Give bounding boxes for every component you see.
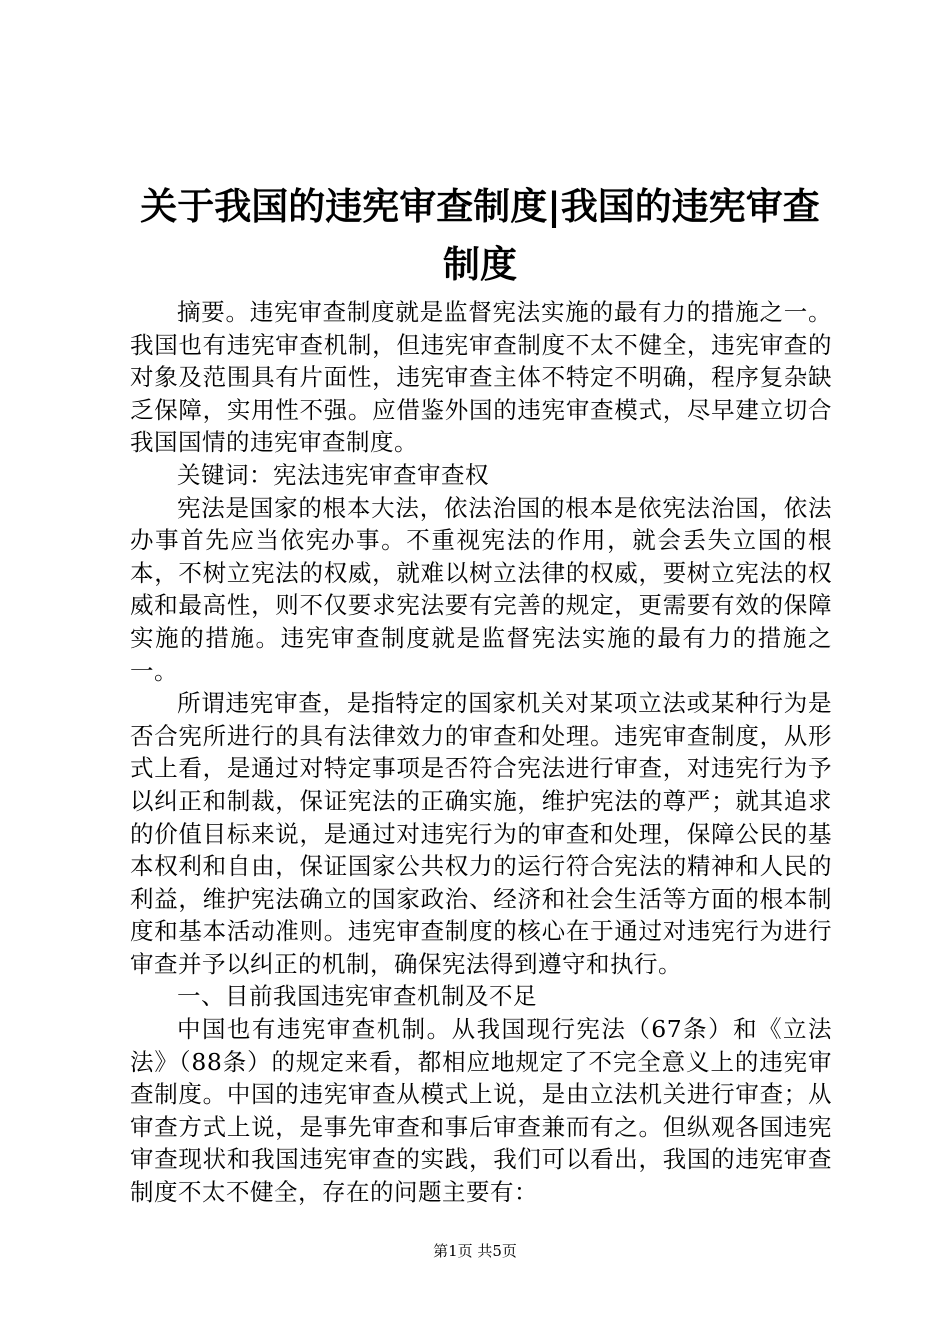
page-footer: 第1页 共5页 bbox=[433, 1242, 517, 1260]
abstract-paragraph: 摘要。违宪审查制度就是监督宪法实施的最有力的措施之一。我国也有违宪审查机制，但违宪审查制度不太不健全，违宪审查的对象及范围具有片面性，违宪审查主体不特定不明确，程序复杂缺乏保障，实用性不强。应借鉴外国的违宪审查模式，尽早建立切合我国国情的违宪审查制度。 bbox=[130, 298, 832, 457]
keywords-paragraph: 关键词：宪法违宪审查审查权 bbox=[177, 460, 489, 489]
document-body bbox=[130, 296, 832, 1209]
document-title: 关于我国的违宪审查制度|我国的违宪审查制度 bbox=[140, 185, 820, 286]
section-heading: 一、目前我国违宪审查机制及不足 bbox=[177, 982, 537, 1011]
body-paragraph: 所谓违宪审查，是指特定的国家机关对某项立法或某种行为是否合宪所进行的具有法律效力的审查和处理。违宪审查制度，从形式上看，是通过对特定事项是否符合宪法进行审查，对违宪行为予以纠正和制裁，保证宪法的正确实施，维护宪法的尊严；就其追求的价值目标来说，是通过对违宪行为的审查和处理，保障公民的基本权利和自由，保证国家公共权力的运行符合宪法的精神和人民的利益，维护宪法确立的国家政治、经济和社会生活等方面的根本制度和基本活动准则。违宪审查制度的核心在于通过对违宪行为进行审查并予以纠正的机制，确保宪法得到遵守和执行。 bbox=[130, 689, 832, 978]
body-paragraph: 中国也有违宪审查机制。从我国现行宪法（67条）和《立法法》（88条）的规定来看，都相应地规定了不完全意义上的违宪审查制度。中国的违宪审查从模式上说，是由立法机关进行审查；从审查方式上说，是事先审查和事后审查兼而有之。但纵观各国违宪审查现状和我国违宪审查的实践，我们可以看出，我国的违宪审查制度不太不健全，存在的问题主要有： bbox=[130, 1015, 832, 1207]
body-paragraph: 宪法是国家的根本大法，依法治国的根本是依宪法治国，依法办事首先应当依宪办事。不重视宪法的作用，就会丢失立国的根本，不树立宪法的权威，就难以树立法律的权威，要树立宪法的权威和最高性，则不仅要求宪法要有完善的规定，更需要有效的保障实施的措施。违宪审查制度就是监督宪法实施的最有力的措施之一。 bbox=[130, 493, 832, 685]
